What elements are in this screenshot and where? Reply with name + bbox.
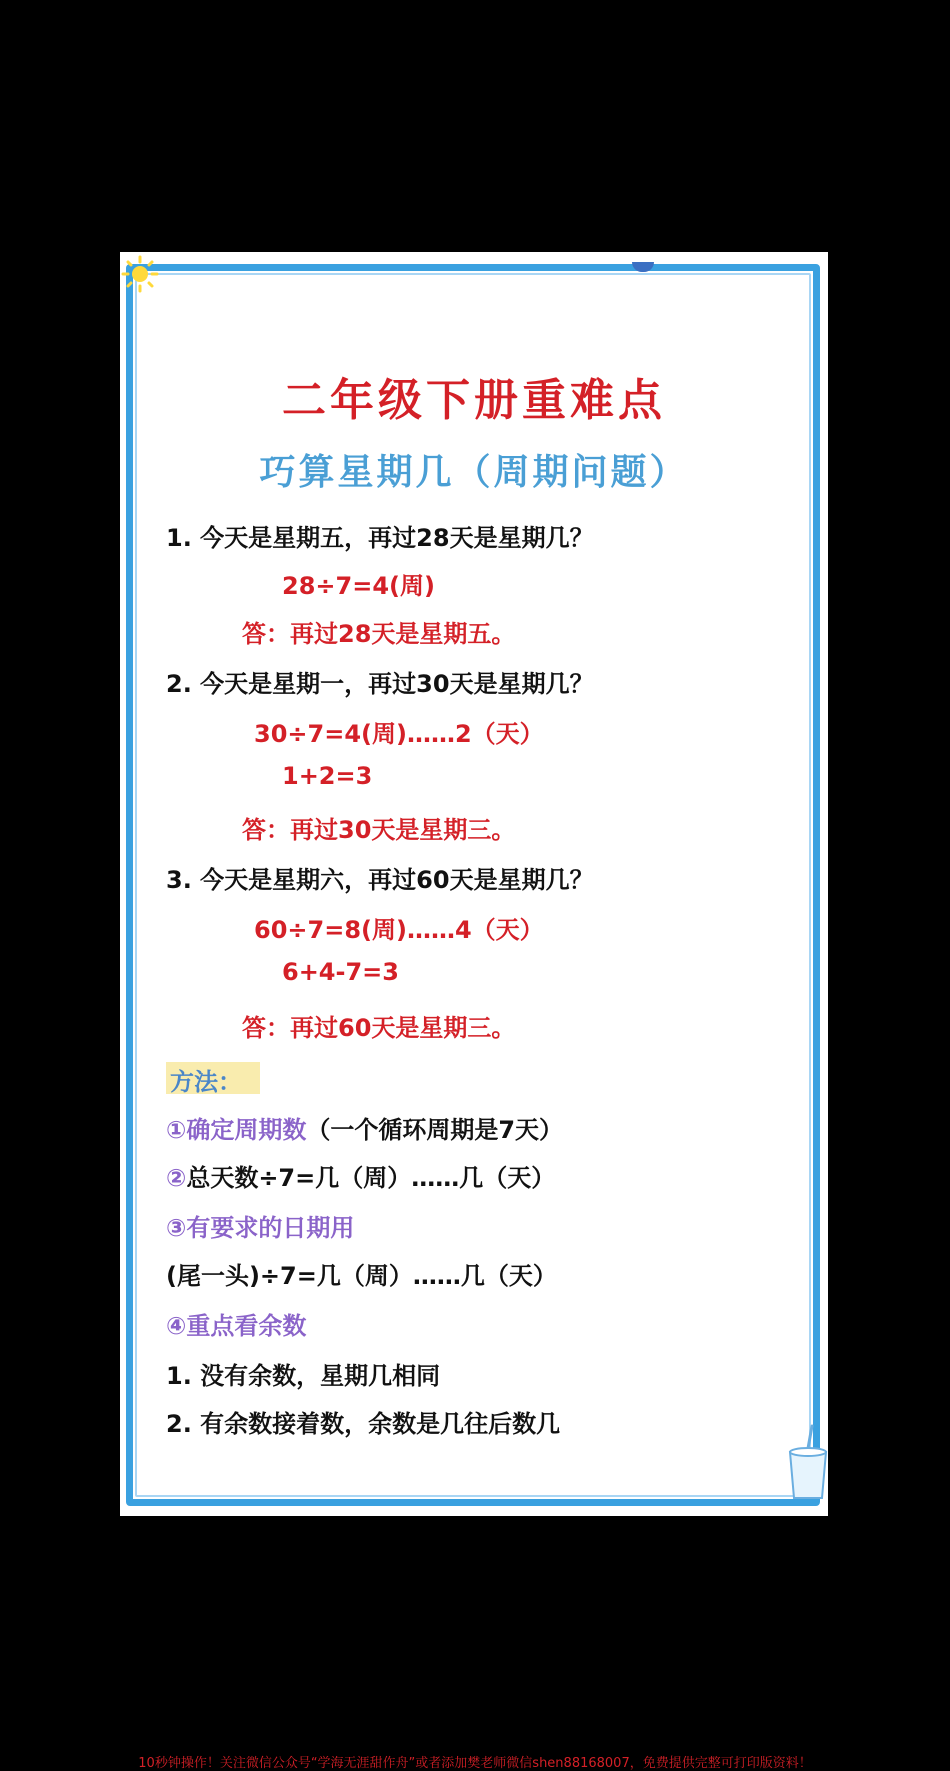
method-item-2 (166, 1158, 555, 1193)
method-item-1 (166, 1110, 563, 1145)
cup-icon (784, 1422, 832, 1502)
problem-3-step-2: 6+4-7=3 (282, 958, 399, 986)
page-subtitle: 巧算星期几（周期问题） (259, 451, 689, 493)
footer-notice: 10秒钟操作！关注微信公众号“学海无涯甜作舟”或者添加樊老师微信shen88168007，免费提供完整可打印版资料！ (138, 1756, 812, 1771)
method-item-2-formula: 总天数÷7=几（周）……几（天） (186, 1164, 556, 1192)
worksheet-card (120, 252, 828, 1516)
method-rule-1: 1. 没有余数，星期几相同 (166, 1362, 441, 1390)
method-rule-2: 2. 有余数接着数，余数是几往后数几 (166, 1410, 561, 1438)
page-title: 二年级下册重难点 (282, 375, 666, 426)
method-item-4-label: ④重点看余数 (166, 1312, 307, 1340)
problem-1-answer: 答：再过28天是星期五。 (242, 620, 516, 648)
problem-3-question: 3. 今天是星期六，再过60天是星期几？ (166, 866, 594, 894)
problem-1-question: 1. 今天是星期五，再过28天是星期几？ (166, 524, 594, 552)
method-item-2-label: ② (166, 1164, 187, 1192)
problem-2-step-1: 30÷7=4(周)……2（天） (254, 720, 544, 748)
method-item-3-formula: (尾一头)÷7=几（周）……几（天） (166, 1262, 557, 1290)
problem-3-step-1: 60÷7=8(周)……4（天） (254, 916, 544, 944)
method-item-1-label: ①确定周期数 (166, 1116, 307, 1144)
problem-1-step-1: 28÷7=4(周) (282, 572, 435, 600)
problem-2-answer: 答：再过30天是星期三。 (242, 816, 516, 844)
problem-2-question: 2. 今天是星期一，再过30天是星期几？ (166, 670, 594, 698)
method-item-1-note: （一个循环周期是7天） (306, 1116, 564, 1144)
problem-3-answer: 答：再过60天是星期三。 (242, 1014, 516, 1042)
sun-icon (120, 252, 164, 296)
method-heading: 方法： (170, 1068, 242, 1096)
problem-2-step-2: 1+2=3 (282, 762, 373, 790)
method-item-3-label: ③有要求的日期用 (166, 1214, 355, 1242)
